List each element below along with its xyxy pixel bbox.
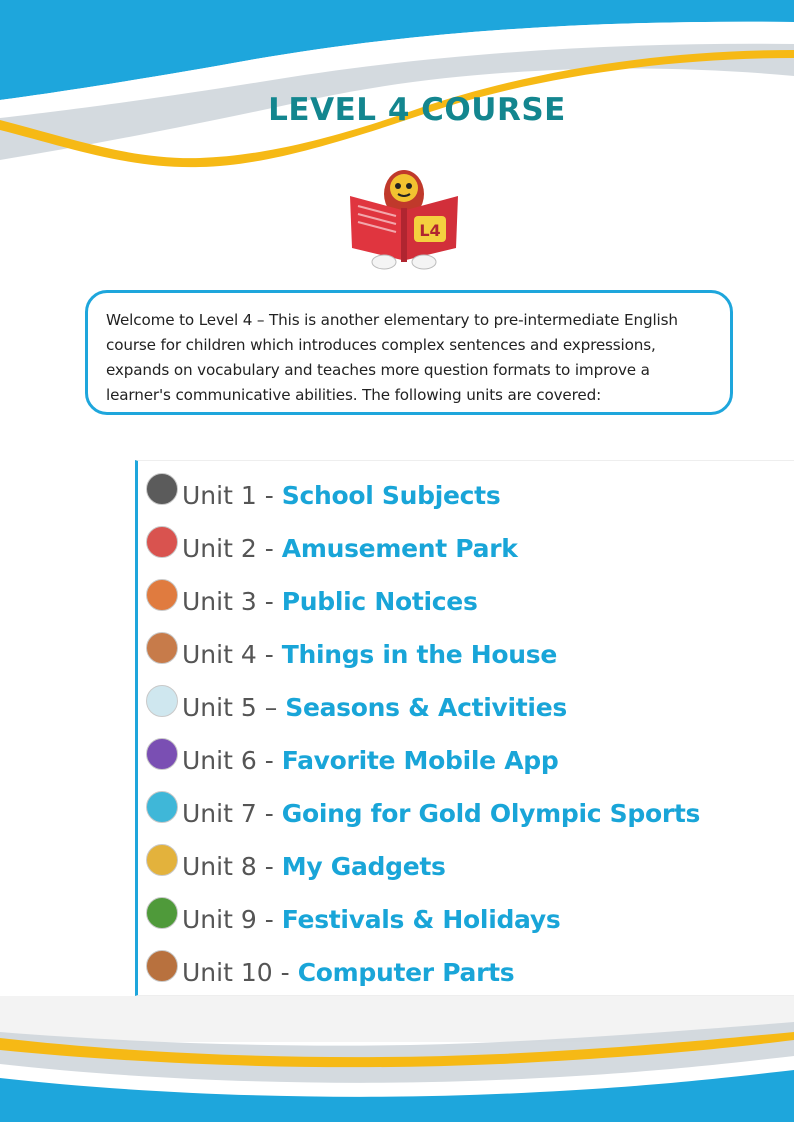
unit-list-item[interactable] — [146, 846, 446, 886]
unit-list-item[interactable] — [146, 793, 700, 833]
unit-name: Amusement Park — [281, 533, 518, 563]
unit-list-item[interactable] — [146, 634, 557, 674]
unit-separator: - — [264, 798, 274, 828]
unit-number: Unit 2 — [182, 533, 257, 563]
unit-name: Going for Gold Olympic Sports — [281, 798, 701, 828]
unit-number: Unit 10 — [182, 957, 273, 987]
unit-name: Favorite Mobile App — [281, 745, 559, 775]
intro-box — [85, 290, 733, 415]
unit-number: Unit 9 — [182, 904, 257, 934]
reading-mascot-icon — [344, 156, 464, 270]
unit-list-item[interactable] — [146, 581, 478, 621]
unit-list-item[interactable] — [146, 952, 514, 992]
unit-number: Unit 5 — [182, 692, 257, 722]
unit-list-item[interactable] — [146, 528, 518, 568]
unit-name: Festivals & Holidays — [281, 904, 561, 934]
unit-number: Unit 1 — [182, 480, 257, 510]
unit-separator: - — [264, 745, 274, 775]
unit-separator: - — [264, 639, 274, 669]
gadgets-icon — [146, 844, 178, 876]
unit-list-item[interactable] — [146, 475, 500, 515]
unit-separator: - — [264, 480, 274, 510]
unit-separator: - — [264, 904, 274, 934]
unit-name: Things in the House — [281, 639, 557, 669]
unit-list-item[interactable] — [146, 899, 560, 939]
unit-list — [135, 460, 794, 996]
unit-name: Computer Parts — [297, 957, 515, 987]
unit-list-item[interactable] — [146, 687, 567, 727]
intro-text: Welcome to Level 4 – This is another elementary to pre-intermediate English course for children which introduces complex sentences and expressions, expands on vocabulary and teaches more question formats to improve a learner's communicative abilities. The following units are covered: — [106, 311, 678, 404]
public-notices-icon — [146, 579, 178, 611]
page-title: LEVEL 4 COURSE — [268, 92, 566, 128]
mobile-app-icon — [146, 738, 178, 770]
unit-separator: – — [264, 692, 278, 722]
unit-separator: - — [264, 851, 274, 881]
unit-number: Unit 3 — [182, 586, 257, 616]
unit-separator: - — [264, 533, 274, 563]
unit-name: Public Notices — [281, 586, 478, 616]
unit-name: My Gadgets — [281, 851, 446, 881]
seasons-icon — [146, 685, 178, 717]
unit-name: Seasons & Activities — [285, 692, 567, 722]
mascot-badge: L4 — [419, 221, 441, 240]
house-icon — [146, 632, 178, 664]
festivals-icon — [146, 897, 178, 929]
unit-list-item[interactable] — [146, 740, 558, 780]
unit-name: School Subjects — [281, 480, 501, 510]
unit-number: Unit 7 — [182, 798, 257, 828]
amusement-park-icon — [146, 526, 178, 558]
olympic-sports-icon — [146, 791, 178, 823]
bottom-wave-decoration — [0, 992, 794, 1122]
unit-number: Unit 6 — [182, 745, 257, 775]
school-subjects-icon — [146, 473, 178, 505]
computer-parts-icon — [146, 950, 178, 982]
unit-number: Unit 8 — [182, 851, 257, 881]
unit-number: Unit 4 — [182, 639, 257, 669]
unit-separator: - — [280, 957, 290, 987]
unit-separator: - — [264, 586, 274, 616]
